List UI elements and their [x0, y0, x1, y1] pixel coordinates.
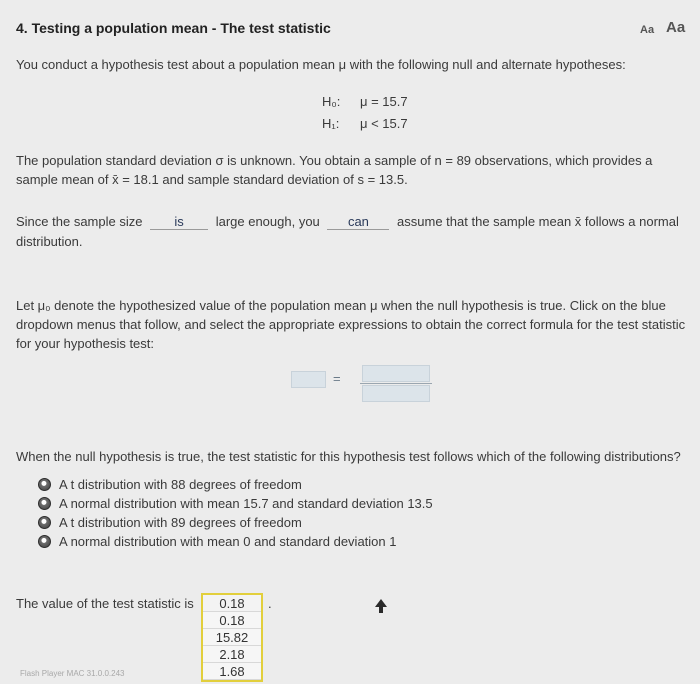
sentence-part-3: assume that the sample mean x̄ follows a normal — [397, 214, 679, 229]
dropdown-option[interactable]: 0.18 — [203, 612, 261, 629]
numerator-dropdown[interactable] — [362, 365, 430, 382]
option-label: A normal distribution with mean 0 and standard deviation 1 — [59, 533, 397, 549]
sentence-period: . — [268, 596, 272, 611]
dropdown-selected-value[interactable]: 0.18 — [203, 595, 261, 612]
test-statistic-label: The value of the test statistic is — [16, 596, 194, 611]
option-label: A normal distribution with mean 15.7 and standard deviation 13.5 — [59, 495, 433, 511]
formula-instructions: Let μ₀ denote the hypothesized value of the population mean μ when the null hypothesis is true. Click on the blue dropdown menus that follow, and select the appropriate expressions to obtain the correct formula for the test statistic for your hypothesis test: — [16, 298, 686, 351]
radio-icon[interactable] — [38, 535, 51, 548]
null-hypothesis-label: H₀: — [322, 94, 341, 109]
sample-size-dropdown[interactable]: is — [150, 214, 208, 230]
can-assume-dropdown[interactable]: can — [327, 214, 389, 230]
radio-icon[interactable] — [38, 478, 51, 491]
radio-icon[interactable] — [38, 497, 51, 510]
option-label: A t distribution with 88 degrees of freedom — [59, 476, 302, 492]
null-hypothesis-value: μ = 15.7 — [360, 94, 408, 109]
option-standard-normal[interactable] — [38, 532, 396, 550]
sample-description: The population standard deviation σ is unknown. You obtain a sample of n = 89 observations, which provides a sample mean of x̄ = 18.1 and sample standard deviation of s = 13.5. — [16, 153, 653, 187]
sentence-part-2: large enough, you — [215, 214, 320, 229]
distribution-question: When the null hypothesis is true, the test statistic for this hypothesis test follows which of the following distributions? — [16, 449, 681, 464]
alt-hypothesis-label: H₁: — [322, 116, 340, 131]
test-statistic-symbol-dropdown[interactable] — [291, 371, 326, 388]
sentence-part-1: Since the sample size — [16, 214, 143, 229]
test-statistic-dropdown[interactable] — [201, 593, 263, 682]
mouse-cursor-icon — [375, 599, 387, 616]
font-decrease-button[interactable]: Aa — [640, 24, 655, 36]
option-normal-15-7[interactable] — [38, 494, 433, 512]
option-label: A t distribution with 89 degrees of freedom — [59, 514, 302, 530]
fraction-bar — [360, 383, 432, 384]
denominator-dropdown[interactable] — [362, 385, 430, 402]
option-t-89[interactable] — [38, 513, 302, 531]
sentence-part-4: distribution. — [16, 234, 83, 249]
question-title: 4. Testing a population mean - The test statistic — [16, 20, 331, 36]
dropdown-option[interactable]: 15.82 — [203, 629, 261, 646]
dropdown-option[interactable]: 2.18 — [203, 646, 261, 663]
flash-player-version: Flash Player MAC 31.0.0.243 — [20, 669, 125, 678]
equals-sign: = — [333, 371, 341, 386]
dropdown-option[interactable]: 1.68 — [203, 663, 261, 680]
radio-icon[interactable] — [38, 516, 51, 529]
option-t-88[interactable] — [38, 475, 302, 493]
sample-size-sentence — [16, 214, 679, 230]
intro-text: You conduct a hypothesis test about a population mean μ with the following null and alternate hypotheses: — [16, 57, 626, 72]
alt-hypothesis-value: μ < 15.7 — [360, 116, 408, 131]
font-increase-button[interactable]: Aa — [666, 19, 686, 36]
